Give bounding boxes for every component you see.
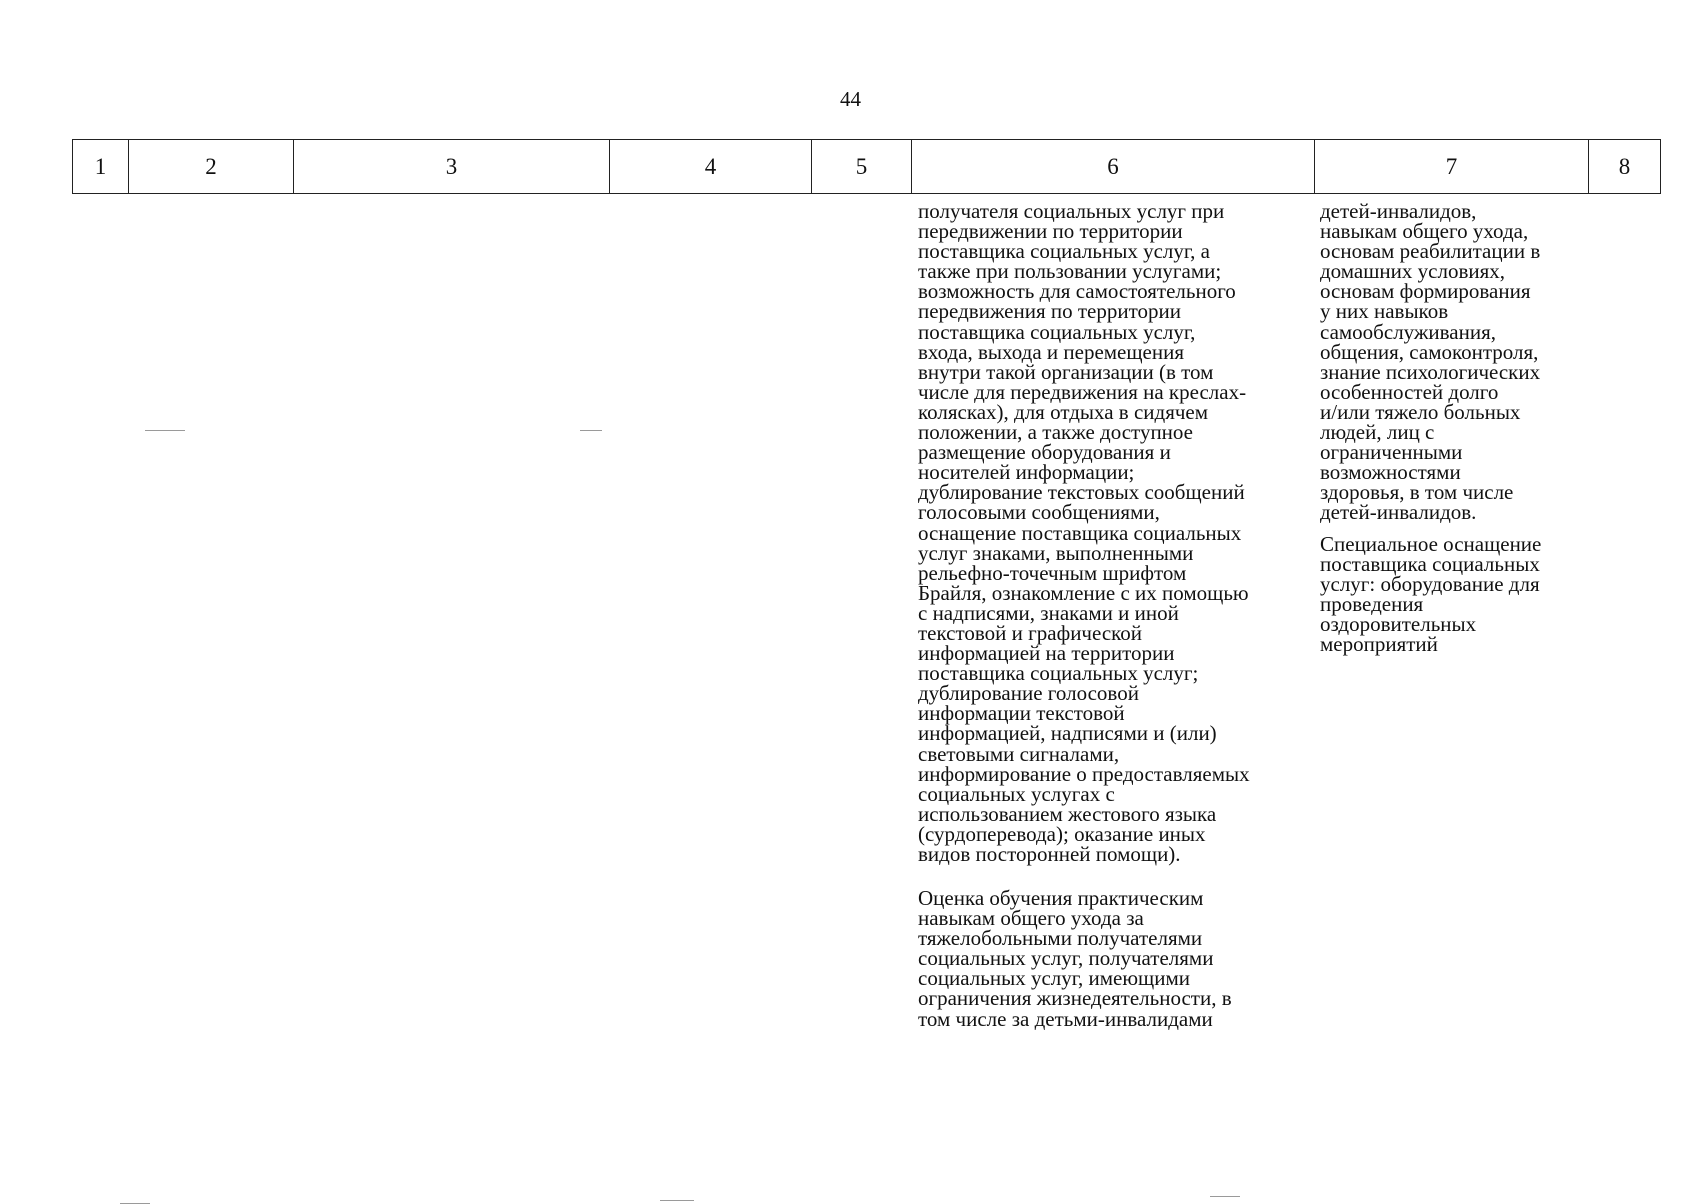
text-line: основам реабилитации в <box>1320 239 1541 264</box>
text-line: Специальное оснащение <box>1320 532 1542 556</box>
text-line: оснащение поставщика социальных <box>918 520 1242 545</box>
text-line: Оценка обучения практическим <box>918 886 1204 910</box>
text-line: мероприятий <box>1320 632 1438 657</box>
text-line: общения, самоконтроля, <box>1320 339 1539 364</box>
text-line: передвижения по территории <box>918 299 1181 324</box>
text-line: здоровья, в том числе <box>1320 480 1514 505</box>
text-line: поставщика социальных <box>1320 552 1540 577</box>
text-line: информацией, надписями и (или) <box>918 721 1217 746</box>
text-line: услуг: оборудование для <box>1320 572 1540 597</box>
text-line: домашних условиях, <box>1320 259 1506 284</box>
text-line: том числе за детьми-инвалидами <box>918 1006 1213 1031</box>
text-line: также при пользовании услугами; <box>918 259 1222 284</box>
text-line: числе для передвижения на креслах- <box>918 379 1247 404</box>
text-line: получателя социальных услуг при <box>918 199 1225 223</box>
header-cell-8: 8 <box>1589 140 1661 193</box>
text-line: самообслуживания, <box>1320 319 1496 344</box>
column-6-text-block-1 <box>918 201 1250 864</box>
text-line: детей-инвалидов. <box>1320 500 1477 525</box>
text-line: видов посторонней помощи). <box>918 842 1181 866</box>
text-line: информацией на территории <box>918 641 1175 666</box>
text-line: колясках), для отдыха в сидячем <box>918 399 1209 424</box>
text-line: основам формирования <box>1320 279 1531 304</box>
header-cell-3: 3 <box>294 140 610 193</box>
text-line: социальных услуг, получателями <box>918 946 1214 971</box>
text-line: рельефно-точечным шрифтом <box>918 560 1187 585</box>
text-line: социальных услуг, имеющими <box>918 966 1190 991</box>
text-line: поставщика социальных услуг, а <box>918 239 1210 264</box>
text-line: навыкам общего ухода за <box>918 906 1144 931</box>
text-line: (сурдоперевода); оказание иных <box>918 821 1206 846</box>
text-line: возможностями <box>1320 460 1461 485</box>
column-7-text-block-2 <box>1320 534 1541 655</box>
text-line: навыкам общего ухода, <box>1320 219 1529 244</box>
header-cell-4: 4 <box>610 140 812 193</box>
text-line: использованием жестового языка <box>918 801 1217 826</box>
text-line: ограничения жизнедеятельности, в <box>918 986 1232 1011</box>
text-line: поставщика социальных услуг, <box>918 319 1196 344</box>
header-cell-2: 2 <box>129 140 294 193</box>
text-line: размещение оборудования и <box>918 440 1171 465</box>
text-line: ограниченными <box>1320 440 1463 465</box>
text-line: текстовой и графической <box>918 620 1143 645</box>
text-line: входа, выхода и перемещения <box>918 339 1184 364</box>
text-line: оздоровительных <box>1320 612 1477 637</box>
header-cell-5: 5 <box>812 140 912 193</box>
text-line: дублирование голосовой <box>918 681 1139 706</box>
text-line: и/или тяжело больных <box>1320 399 1521 424</box>
text-line: световыми сигналами, <box>918 741 1120 766</box>
text-line: внутри такой организации (в том <box>918 359 1214 384</box>
scan-artifact <box>660 1200 694 1201</box>
text-line: у них навыков <box>1320 299 1449 324</box>
text-line: знание психологических <box>1320 359 1541 384</box>
text-line: информации текстовой <box>918 701 1125 726</box>
text-line: носителей информации; <box>918 460 1135 485</box>
text-line: голосовыми сообщениями, <box>918 500 1160 525</box>
text-line: людей, лиц с <box>1320 420 1435 445</box>
scan-artifact <box>580 430 602 431</box>
text-line: особенностей долго <box>1320 379 1499 404</box>
column-6-text-block-2 <box>918 888 1232 1029</box>
text-line: Брайля, ознакомление с их помощью <box>918 580 1249 605</box>
text-line: возможность для самостоятельного <box>918 279 1236 304</box>
text-line: дублирование текстовых сообщений <box>918 480 1245 505</box>
page-number: 44 <box>840 87 861 111</box>
text-line: детей-инвалидов, <box>1320 199 1477 223</box>
text-line: услуг знаками, выполненными <box>918 540 1194 565</box>
text-line: положении, а также доступное <box>918 420 1193 445</box>
scan-artifact <box>1210 1196 1240 1197</box>
text-line: с надписями, знаками и иной <box>918 600 1179 625</box>
header-cell-7: 7 <box>1315 140 1589 193</box>
column-7-text-block-1 <box>1320 201 1540 523</box>
text-line: информирование о предоставляемых <box>918 761 1250 786</box>
text-line: проведения <box>1320 592 1424 617</box>
text-line: поставщика социальных услуг; <box>918 661 1199 686</box>
text-line: социальных услугах с <box>918 781 1115 806</box>
header-cell-1: 1 <box>73 140 129 193</box>
scan-artifact <box>145 430 185 431</box>
text-line: передвижении по территории <box>918 219 1183 244</box>
header-cell-6: 6 <box>912 140 1315 193</box>
table-header-row <box>72 139 1661 194</box>
text-line: тяжелобольными получателями <box>918 926 1203 951</box>
